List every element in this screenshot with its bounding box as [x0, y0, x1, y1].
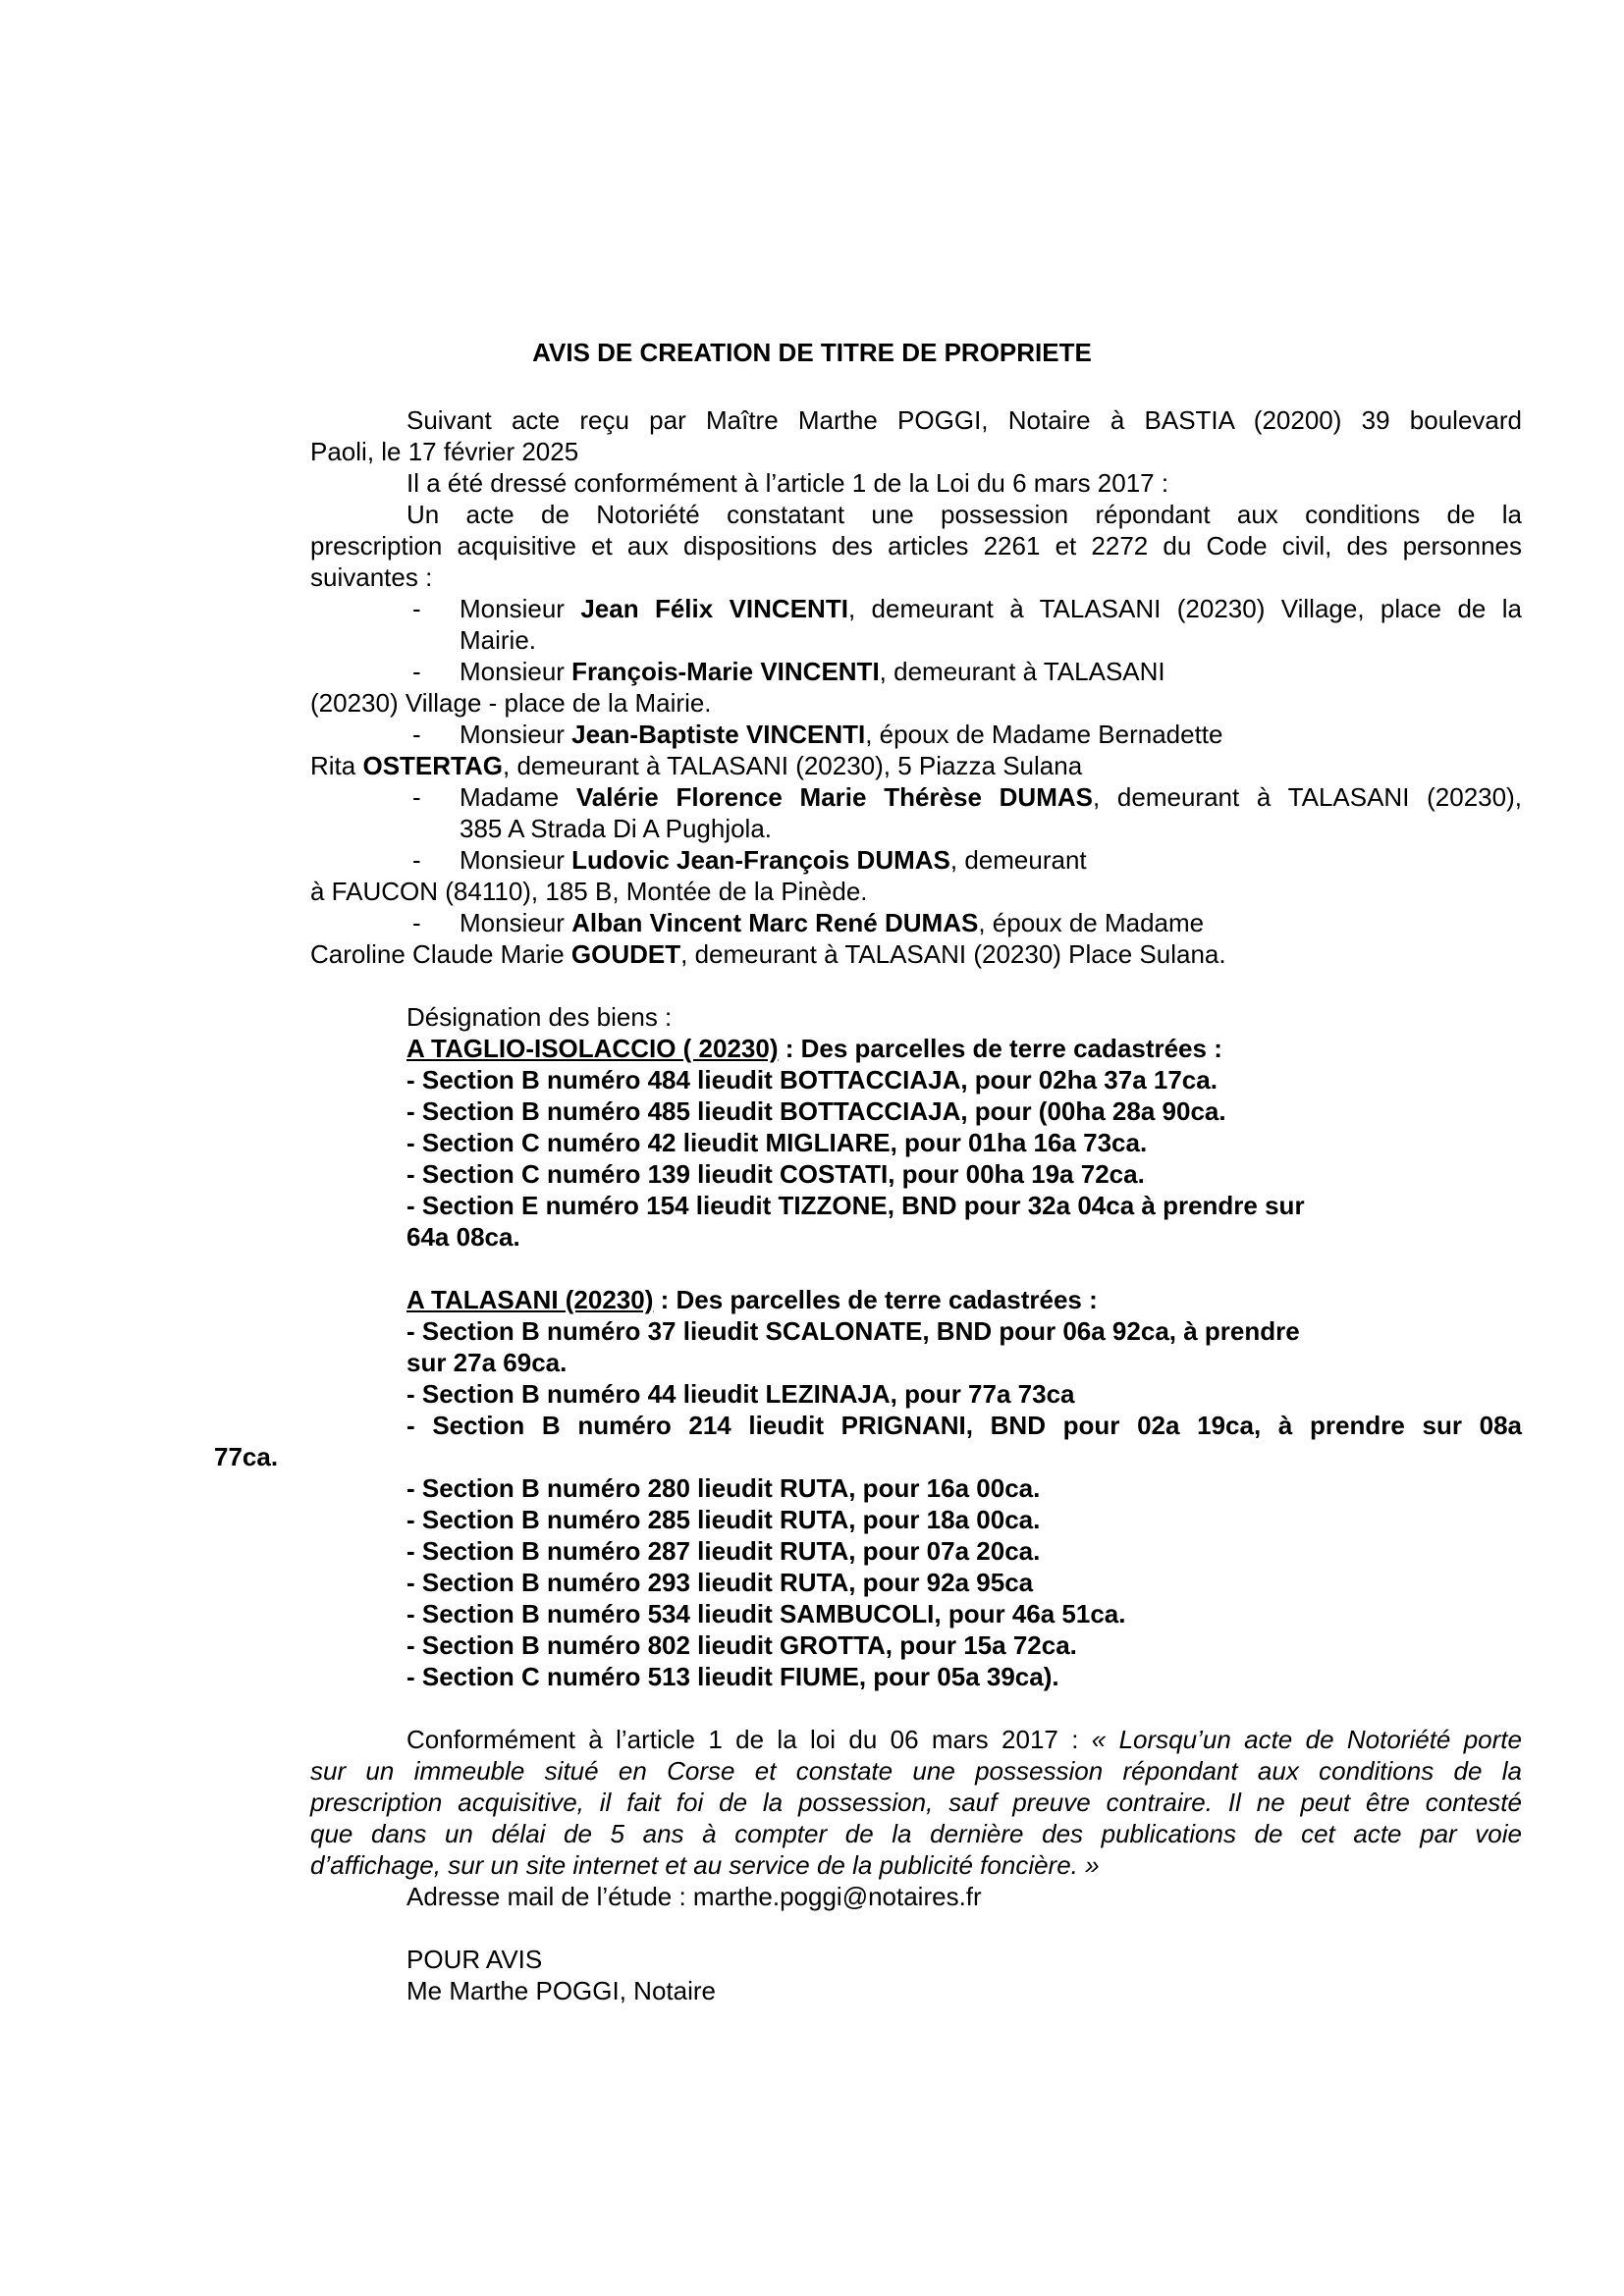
parcels-talasani-place: A TALASANI (20230)	[406, 1285, 654, 1314]
intro-p3-line3: suivantes :	[310, 562, 433, 592]
email-line: Adresse mail de l’étude : marthe.poggi@notaires.fr	[406, 1882, 982, 1911]
parcels-taglio-heading	[310, 1033, 1522, 1064]
conformement-line4: que dans un délai de 5 ans à compter de la dernière des publications de cet acte par voie	[310, 1819, 1522, 1848]
person-rest: , demeurant	[949, 845, 1087, 875]
list-dash: -	[412, 657, 421, 686]
parcel-line: - Section B numéro 484 lieudit BOTTACCIAJA, pour 02ha 37a 17ca.	[406, 1065, 1218, 1095]
parcel-line: 77ca.	[214, 1442, 279, 1471]
list-dash: -	[412, 845, 421, 875]
intro-p2: Il a été dressé conformément à l’article 1 de la Loi du 6 mars 2017 :	[406, 468, 1169, 498]
person-line2-rest: , demeurant à TALASANI (20230) Place Sulana.	[680, 939, 1226, 969]
person-item	[310, 781, 1522, 813]
intro-p3-line2: prescription acquisitive et aux dispositions des articles 2261 et 2272 du Code civil, des personnes	[310, 531, 1522, 561]
person-line1	[460, 781, 1522, 813]
conformement-lead: Conformément à l’article 1 de la loi du 06 mars 2017 :	[406, 1725, 1092, 1754]
closing-pour-avis: POUR AVIS	[406, 1945, 543, 1974]
conformement-line2: sur un immeuble situé en Corse et constate une possession répondant aux conditions de la	[310, 1756, 1522, 1786]
person-line2: Mairie.	[460, 625, 537, 655]
person-line1	[460, 719, 1522, 750]
person-spouse-name: GOUDET	[570, 939, 681, 969]
person-rest: , époux de Madame	[978, 908, 1205, 937]
person-line2: à FAUCON (84110), 185 B, Montée de la Pinède.	[310, 877, 868, 906]
parcel-line: - Section E numéro 154 lieudit TIZZONE, BND pour 32a 04ca à prendre sur	[406, 1191, 1305, 1220]
person-line1	[460, 656, 1522, 687]
person-prefix: Monsieur	[460, 908, 572, 937]
person-line1	[460, 593, 1522, 624]
person-name: Jean-Baptiste VINCENTI	[571, 720, 866, 749]
person-rest: , demeurant à TALASANI (20230) Village, place de la	[847, 594, 1522, 623]
person-line2-prefix: Rita	[310, 751, 363, 780]
person-line2-prefix: Caroline Claude Marie	[310, 939, 571, 969]
parcel-line: sur 27a 69ca.	[406, 1348, 568, 1377]
intro-p1-line1: Suivant acte reçu par Maître Marthe POGGI, Notaire à BASTIA (20200) 39 boulevard	[406, 405, 1522, 435]
parcel-line: - Section B numéro 280 lieudit RUTA, pour 16a 00ca.	[406, 1473, 1041, 1503]
person-spouse-name: OSTERTAG	[362, 751, 503, 780]
parcels-taglio-place: A TAGLIO-ISOLACCIO ( 20230)	[406, 1034, 779, 1063]
conformement-quote-start: « Lorsqu’un acte de Notoriété porte	[1091, 1725, 1522, 1754]
person-rest: , demeurant à TALASANI	[879, 657, 1165, 686]
designation-label: Désignation des biens :	[406, 1002, 673, 1032]
person-item	[310, 719, 1522, 750]
parcel-line: - Section B numéro 293 lieudit RUTA, pour 92a 95ca	[406, 1568, 1034, 1597]
person-item	[310, 844, 1522, 876]
parcel-line: - Section C numéro 139 lieudit COSTATI, pour 00ha 19a 72ca.	[406, 1159, 1145, 1189]
parcels-talasani-heading	[310, 1284, 1522, 1315]
document-title: AVIS DE CREATION DE TITRE DE PROPRIETE	[532, 338, 1092, 367]
person-prefix: Madame	[460, 782, 576, 812]
parcels-talasani-heading-rest: : Des parcelles de terre cadastrées :	[653, 1285, 1098, 1314]
person-item	[310, 656, 1522, 687]
person-prefix: Monsieur	[460, 594, 581, 623]
person-name: Ludovic Jean-François DUMAS	[571, 845, 950, 875]
parcel-line: - Section B numéro 534 lieudit SAMBUCOLI, pour 46a 51ca.	[406, 1599, 1126, 1629]
person-name: Alban Vincent Marc René DUMAS	[571, 908, 979, 937]
closing-signature: Me Marthe POGGI, Notaire	[406, 1976, 716, 2005]
person-rest: , époux de Madame Bernadette	[865, 720, 1223, 749]
person-name: Valérie Florence Marie Thérèse DUMAS	[575, 782, 1093, 812]
person-line1	[460, 844, 1522, 876]
person-prefix: Monsieur	[460, 845, 572, 875]
person-item	[310, 593, 1522, 624]
person-rest: , demeurant à TALASANI (20230),	[1092, 782, 1522, 812]
person-item	[310, 907, 1522, 938]
parcel-line: - Section B numéro 285 lieudit RUTA, pour 18a 00ca.	[406, 1505, 1041, 1534]
parcel-line: - Section C numéro 513 lieudit FIUME, pour 05a 39ca).	[406, 1662, 1059, 1691]
intro-block	[214, 404, 1522, 2006]
person-line2	[310, 750, 1522, 781]
list-dash: -	[412, 908, 421, 937]
parcel-line: - Section B numéro 485 lieudit BOTTACCIAJA, pour (00ha 28a 90ca.	[406, 1096, 1226, 1126]
parcels-taglio-heading-rest: : Des parcelles de terre cadastrées :	[778, 1034, 1222, 1063]
intro-p3-line1: Un acte de Notoriété constatant une possession répondant aux conditions de la	[406, 500, 1522, 529]
parcel-line: - Section C numéro 42 lieudit MIGLIARE, pour 01ha 16a 73ca.	[406, 1128, 1148, 1157]
parcel-line: - Section B numéro 802 lieudit GROTTA, pour 15a 72ca.	[406, 1630, 1077, 1660]
list-dash: -	[412, 594, 421, 623]
person-name: Jean Félix VINCENTI	[580, 594, 848, 623]
person-prefix: Monsieur	[460, 720, 572, 749]
list-dash: -	[412, 720, 421, 749]
conformement-line1	[310, 1724, 1522, 1755]
person-line2: 385 A Strada Di A Pughjola.	[460, 814, 773, 843]
person-line2: (20230) Village - place de la Mairie.	[310, 688, 712, 718]
parcel-line: - Section B numéro 287 lieudit RUTA, pour 07a 20ca.	[406, 1536, 1041, 1566]
parcel-line: - Section B numéro 37 lieudit SCALONATE, BND pour 06a 92ca, à prendre	[406, 1316, 1300, 1346]
parcel-line: - Section B numéro 214 lieudit PRIGNANI, BND pour 02a 19ca, à prendre sur 08a	[406, 1411, 1522, 1440]
conformement-line5: d’affichage, sur un site internet et au service de la publicité foncière. »	[310, 1850, 1100, 1880]
list-dash: -	[412, 782, 421, 812]
intro-p1-line2: Paoli, le 17 février 2025	[310, 437, 579, 466]
person-line2-rest: , demeurant à TALASANI (20230), 5 Piazza Sulana	[503, 751, 1083, 780]
parcel-line: 64a 08ca.	[406, 1222, 520, 1252]
conformement-line3: prescription acquisitive, il fait foi de la possession, sauf preuve contraire. Il ne peut être contesté	[310, 1788, 1522, 1817]
parcel-line: - Section B numéro 44 lieudit LEZINAJA, pour 77a 73ca	[406, 1379, 1075, 1409]
person-name: François-Marie VINCENTI	[571, 657, 880, 686]
person-prefix: Monsieur	[460, 657, 572, 686]
person-line1	[460, 907, 1522, 938]
person-line2	[310, 938, 1522, 970]
